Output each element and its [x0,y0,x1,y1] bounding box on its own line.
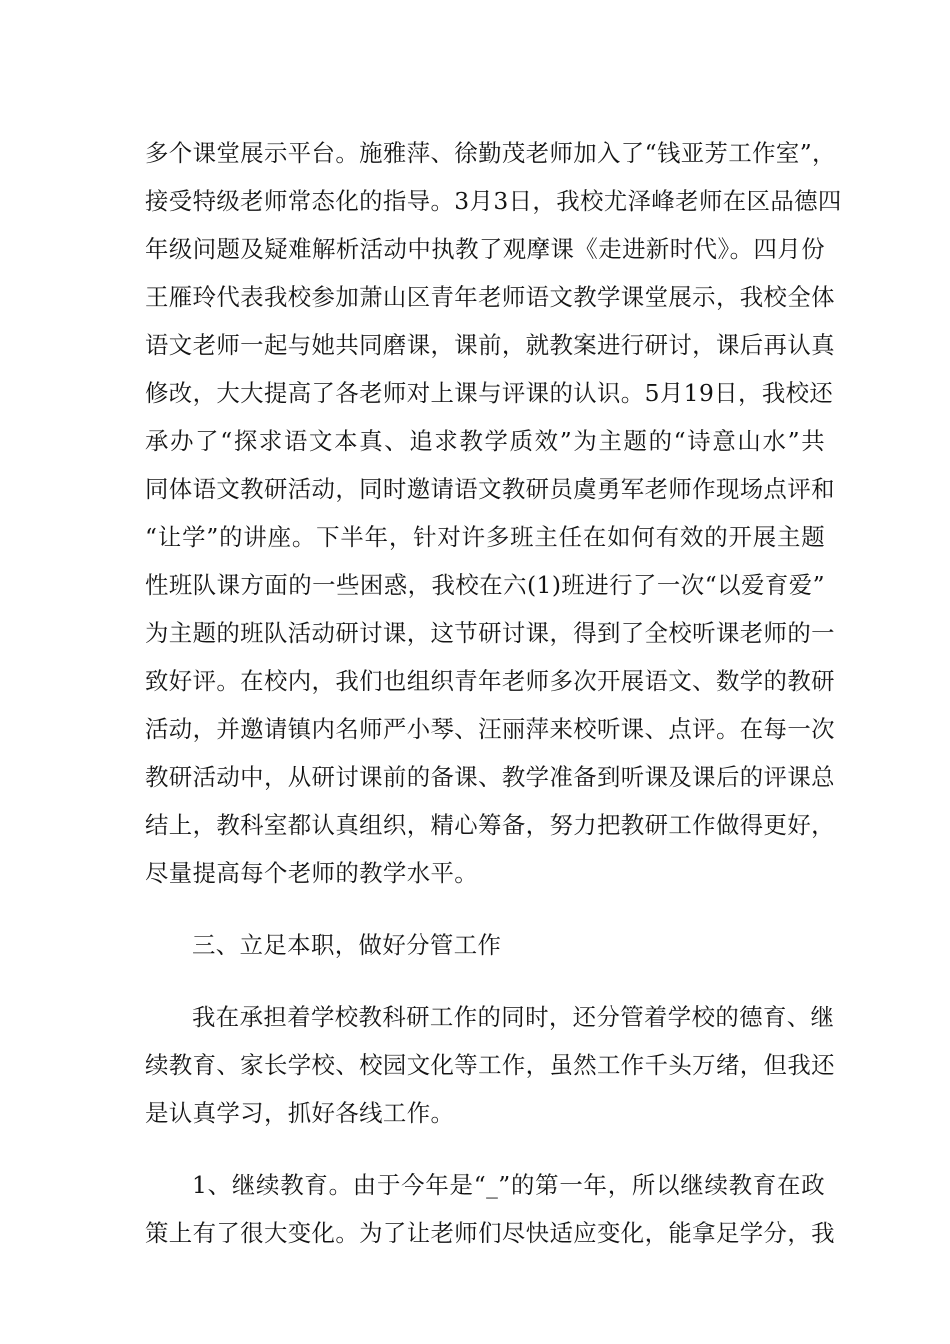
body-text-line: 语文老师一起与她共同磨课，课前，就教案进行研讨，课后再认真 [145,331,835,359]
body-text-line: 致好评。在校内，我们也组织青年老师多次开展语文、数学的教研 [145,667,835,695]
body-text-line: 王雁玲代表我校参加萧山区青年老师语文教学课堂展示，我校全体 [145,283,835,311]
body-text-line: “让学”的讲座。下半年，针对许多班主任在如何有效的开展主题 [145,523,825,551]
body-text-line: 接受特级老师常态化的指导。3月3日，我校尤泽峰老师在区品德四 [145,187,842,215]
body-text-line: 性班队课方面的一些困惑，我校在六(1)班进行了一次“以爱育爱” [145,571,825,599]
body-text-line: 续教育、家长学校、校园文化等工作，虽然工作千头万绪，但我还 [145,1051,835,1079]
body-text-line: 1、继续教育。由于今年是“_”的第一年，所以继续教育在政 [192,1171,825,1199]
body-text-line: 为主题的班队活动研讨课，这节研讨课，得到了全校听课老师的一 [145,619,835,647]
body-text-line: 策上有了很大变化。为了让老师们尽快适应变化，能拿足学分，我 [145,1219,835,1247]
body-text-line: 多个课堂展示平台。施雅萍、徐勤茂老师加入了“钱亚芳工作室”， [145,139,836,167]
body-text-line: 我在承担着学校教科研工作的同时，还分管着学校的德育、继 [192,1003,835,1031]
body-text-line: 活动，并邀请镇内名师严小琴、汪丽萍来校听课、点评。在每一次 [145,715,835,743]
body-text-line: 年级问题及疑难解析活动中执教了观摩课《走进新时代》。四月份 [145,235,825,263]
body-text-line: 同体语文教研活动，同时邀请语文教研员虞勇军老师作现场点评和 [145,475,835,503]
body-text-line: 是认真学习，抓好各线工作。 [145,1099,455,1127]
body-text-line: 尽量提高每个老师的教学水平。 [145,859,479,887]
body-text-line: 教研活动中，从研讨课前的备课、教学准备到听课及课后的评课总 [145,763,835,791]
body-text-line: 结上，教科室都认真组织，精心筹备，努力把教研工作做得更好， [145,811,835,839]
body-text-line: 修改，大大提高了各老师对上课与评课的认识。5月19日，我校还 [145,379,834,407]
body-text-line: 承办了“探求语文本真、追求教学质效”为主题的“诗意山水”共 [145,427,825,455]
section-heading: 三、立足本职，做好分管工作 [192,931,502,959]
